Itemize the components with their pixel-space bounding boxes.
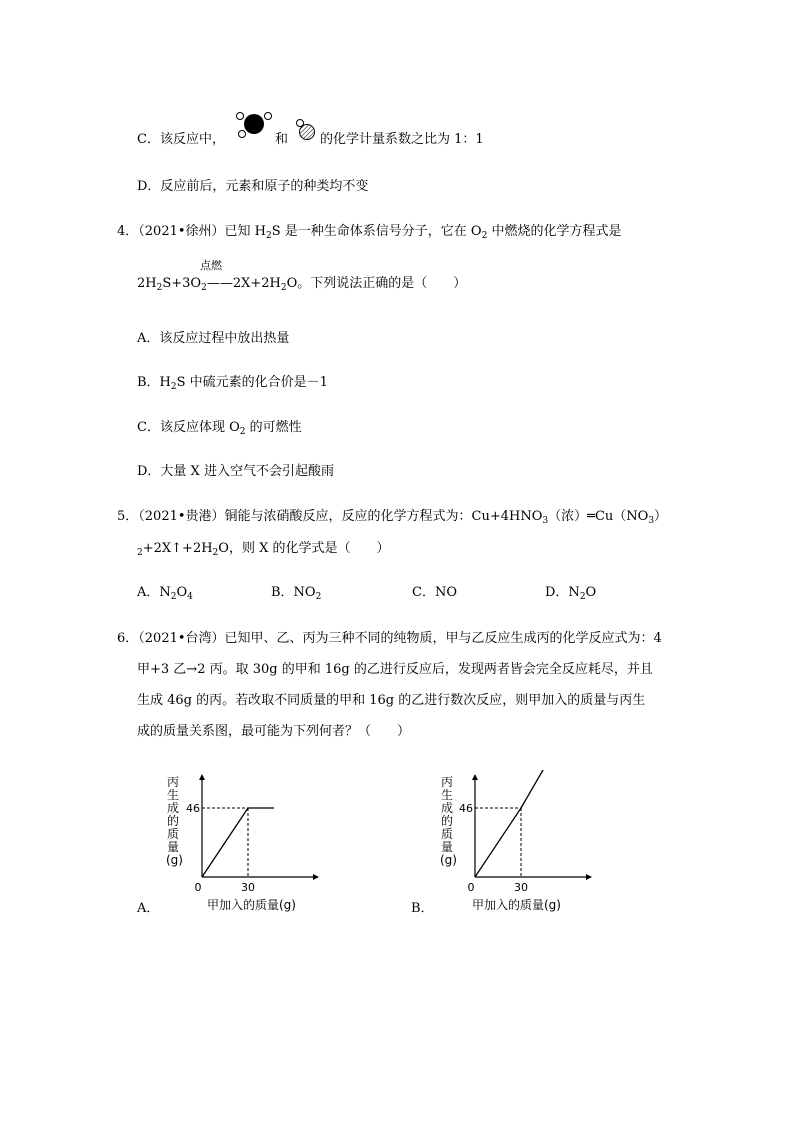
q3-and: 和 — [275, 132, 289, 147]
graph-b — [458, 770, 598, 900]
graph-b-option-label: B． — [411, 901, 434, 916]
graph-a — [185, 770, 325, 900]
graph-a-option-label: A． — [137, 901, 160, 916]
q6-stem-line3: 生成 46g 的丙。若改取不同质量的甲和 16g 的乙进行数次反应，则甲加入的质量与丙生 — [137, 693, 646, 708]
q6-stem-line2: 甲+3 乙→2 丙。取 30g 的甲和 16g 的乙进行反应后，发现两者皆会完全反应耗尽，并且 — [137, 662, 653, 677]
q4-option-c: C．该反应体现 $O_2$ 的可燃性 — [137, 420, 302, 437]
q4-reaction-condition: 点燃 — [200, 259, 222, 272]
x-axis-arrow — [586, 874, 592, 880]
x-tick-label: 0 — [194, 881, 202, 894]
y-axis-arrow — [472, 774, 478, 780]
q3-option-c: C．该反应中， — [137, 132, 225, 147]
y-axis-arrow — [199, 774, 205, 780]
q6-stem-line4: 成的质量关系图，最可能为下列何者？（ ） — [137, 724, 411, 739]
q3-option-d: D．反应前后，元素和原子的种类均不变 — [137, 179, 369, 194]
q5-stem-line1: 5．（2021•贵港）铜能与浓硝酸反应，反应的化学方程式为：$Cu+4HNO_3$（浓）$═Cu(NO_3)$ — [117, 509, 668, 526]
q4-equation: $2H_2S+3O_2——2X+2H_2O$。下列说法正确的是（ ） — [137, 276, 467, 293]
q6-stem-line1: 6．（2021•台湾）已知甲、乙、丙为三种不同的纯物质，甲与乙反应生成丙的化学反应式为：4 — [117, 631, 662, 646]
x-tick-label: 30 — [514, 881, 528, 894]
graph-a-xlabel: 甲加入的质量(g) — [207, 898, 296, 912]
q4-stem: 4．（2021•徐州）已知 $H_2S$ 是一种生命体系信号分子，它在 $O_2$ 中燃烧的化学方程式是 — [117, 224, 622, 241]
graph-b-xlabel: 甲加入的质量(g) — [472, 898, 561, 912]
molecule-big-black-icon — [234, 108, 274, 140]
molecule-hatched-icon — [294, 118, 320, 142]
x-tick-label: 30 — [241, 881, 255, 894]
q5-option-a: A．$N_2O_4$ — [137, 585, 193, 602]
data-line — [475, 770, 547, 877]
q5-option-b: B．$NO_2$ — [271, 585, 322, 602]
q5-stem-line2: $_2+2X↑+2H_2O$，则 X 的化学式是（ ） — [137, 541, 390, 558]
graph-b-ylabel: 丙生成的质量(g) — [440, 775, 457, 867]
x-tick-label: 0 — [467, 881, 475, 894]
q3-option-c-suffix: 的化学计量系数之比为 1：1 — [320, 132, 484, 147]
q4-option-d: D．大量 X 进入空气不会引起酸雨 — [137, 464, 334, 479]
q4-option-a: A．该反应过程中放出热量 — [137, 331, 290, 346]
q5-option-d: D．$N_2O$ — [545, 585, 597, 602]
q4-option-b: B．$H_2S$ 中硫元素的化合价是－1 — [137, 375, 328, 392]
graph-a-ylabel: 丙生成的质量(g) — [166, 775, 183, 867]
y-tick-label: 46 — [186, 802, 200, 815]
data-line — [202, 808, 274, 877]
q5-option-c: C．NO — [412, 585, 457, 600]
y-tick-label: 46 — [459, 802, 473, 815]
x-axis-arrow — [313, 874, 319, 880]
